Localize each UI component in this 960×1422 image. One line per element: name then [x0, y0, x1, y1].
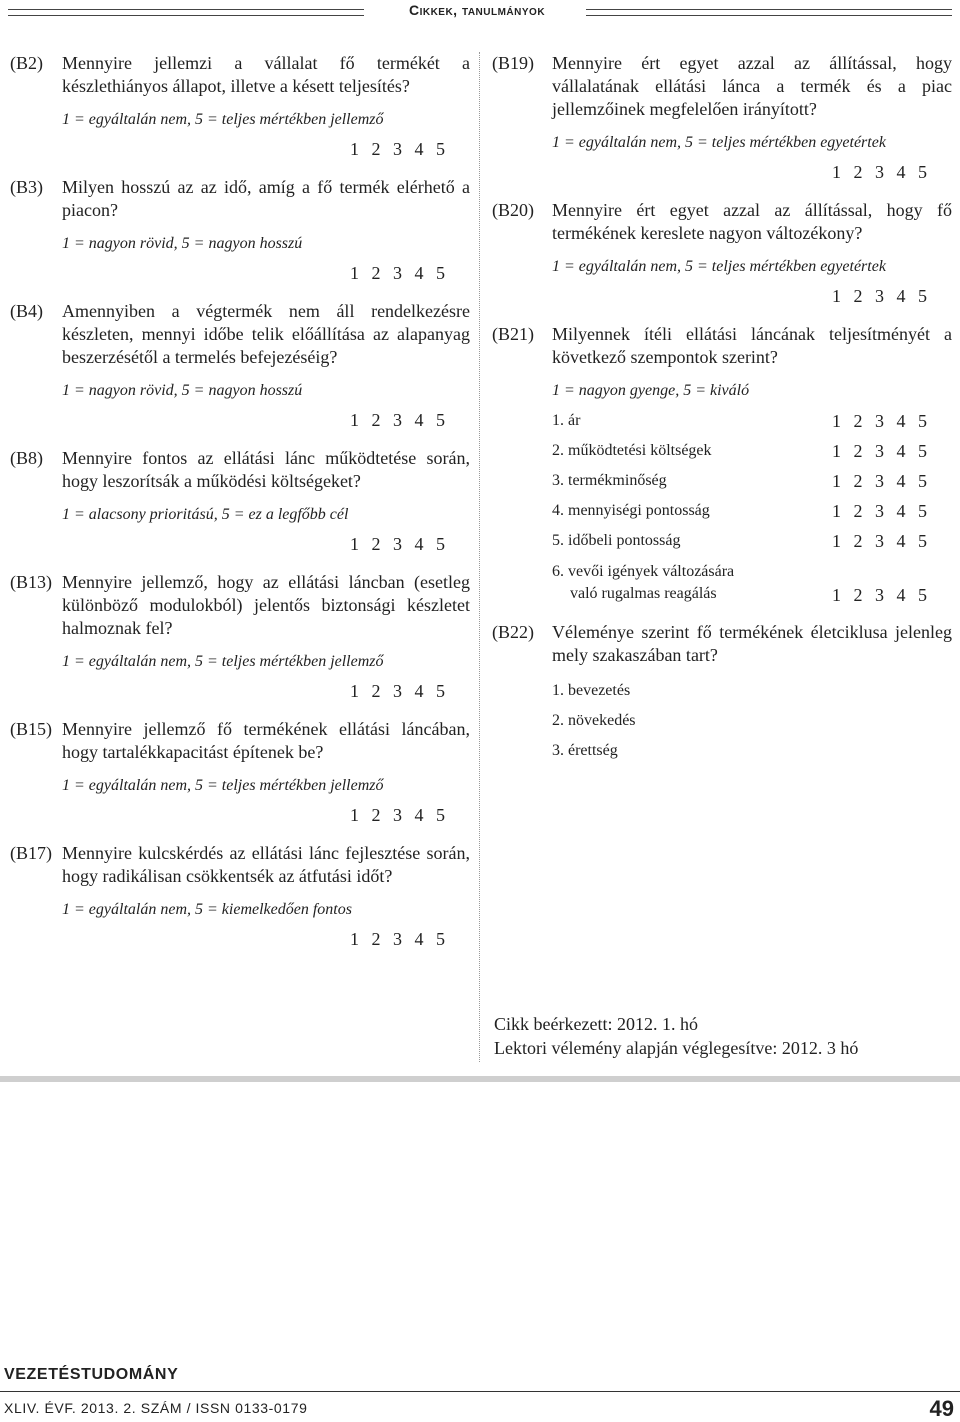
rating-scale: 1 2 3 4 5 — [350, 534, 446, 554]
question-code: (B22) — [492, 622, 534, 642]
option-item: 2. növekedés — [552, 712, 636, 729]
rating-scale: 1 2 3 4 5 — [350, 929, 446, 949]
finalized-date: Lektori vélemény alapján véglegesítve: 2012. 3 hó — [494, 1038, 859, 1058]
right-column — [492, 52, 952, 777]
lifecycle-options — [492, 681, 952, 761]
scale-label: 1 = egyáltalán nem, 5 = kiemelkedően fontos — [62, 901, 352, 918]
rating-scale: 1 2 3 4 5 — [832, 501, 928, 521]
question-text: Mennyire fontos az ellátási lánc működtetése során, hogy leszorítsák a működési költségeket? — [62, 448, 470, 491]
question-text: Véleménye szerint fő termékének életciklusa jelenleg mely szakaszában tart? — [552, 622, 952, 665]
criteria-item — [552, 531, 952, 551]
header-rule-left — [8, 9, 364, 16]
question-b17 — [10, 842, 470, 950]
criteria-item — [552, 501, 952, 521]
rating-scale: 1 2 3 4 5 — [832, 585, 928, 605]
rating-scale: 1 2 3 4 5 — [832, 162, 928, 182]
received-note — [494, 1012, 858, 1060]
question-code: (B13) — [10, 572, 52, 592]
criteria-label — [552, 561, 734, 605]
criteria-label: 3. termékminőség — [552, 472, 667, 489]
question-code: (B15) — [10, 719, 52, 739]
rating-scale: 1 2 3 4 5 — [350, 410, 446, 430]
header-rule-right — [586, 9, 952, 16]
question-b21 — [492, 323, 952, 605]
scale-label: 1 = nagyon gyenge, 5 = kiváló — [552, 382, 750, 399]
question-b8 — [10, 447, 470, 555]
question-text: Milyennek ítéli ellátási láncának teljesítményét a következő szempontok szerint? — [552, 324, 952, 367]
received-date: Cikk beérkezett: 2012. 1. hó — [494, 1014, 698, 1034]
question-b15 — [10, 718, 470, 826]
content-end-rule — [0, 1076, 960, 1082]
issue-info: XLIV. ÉVF. 2013. 2. SZÁM / ISSN 0133-0179 — [4, 1400, 308, 1416]
scale-label: 1 = egyáltalán nem, 5 = teljes mértékben jellemző — [62, 653, 384, 670]
rating-scale: 1 2 3 4 5 — [832, 411, 928, 431]
question-code: (B4) — [10, 301, 43, 321]
question-code: (B20) — [492, 200, 534, 220]
question-code: (B8) — [10, 448, 43, 468]
scale-label: 1 = alacsony prioritású, 5 = ez a legfőbb cél — [62, 506, 349, 523]
criteria-label: 5. időbeli pontosság — [552, 532, 681, 549]
question-b22 — [492, 621, 952, 761]
section-title: Cikkek, tanulmányok — [408, 2, 546, 18]
rating-scale: 1 2 3 4 5 — [350, 263, 446, 283]
criteria-label: 4. mennyiségi pontosság — [552, 502, 710, 519]
question-code: (B3) — [10, 177, 43, 197]
question-b20 — [492, 199, 952, 307]
rating-scale: 1 2 3 4 5 — [832, 441, 928, 461]
column-divider — [479, 52, 480, 1062]
criteria-item — [552, 471, 952, 491]
left-column — [10, 52, 470, 966]
option-item: 3. érettség — [552, 742, 618, 759]
question-text: Milyen hosszú az az idő, amíg a fő termék elérhető a piacon? — [62, 177, 470, 220]
question-text: Mennyire jellemző fő termékének ellátási láncában, hogy tartalékkapacitást építenek be? — [62, 719, 470, 762]
criteria-label-line1: 6. vevői igények változására — [552, 563, 735, 580]
question-text: Mennyire ért egyet azzal az állítással, hogy vállalatának ellátási lánca a termék és a piac jellemzőinek megfelelően irányított? — [552, 53, 952, 119]
question-text: Mennyire ért egyet azzal az állítással, hogy fő termékének kereslete nagyon változékony? — [552, 200, 952, 243]
rating-scale: 1 2 3 4 5 — [350, 805, 446, 825]
question-code: (B2) — [10, 53, 43, 73]
criteria-item — [552, 561, 952, 605]
criteria-label-line2: való rugalmas reagálás — [570, 585, 717, 602]
scale-label: 1 = nagyon rövid, 5 = nagyon hosszú — [62, 382, 303, 399]
running-header — [0, 0, 960, 24]
rating-scale: 1 2 3 4 5 — [832, 531, 928, 551]
page-number: 49 — [929, 1396, 954, 1421]
question-code: (B17) — [10, 843, 52, 863]
question-code: (B21) — [492, 324, 534, 344]
footer-rule — [0, 1391, 960, 1392]
scale-label: 1 = egyáltalán nem, 5 = teljes mértékben egyetértek — [552, 258, 886, 275]
criteria-item — [552, 411, 952, 431]
journal-name: VEZETÉSTUDOMÁNY — [4, 1366, 179, 1383]
question-text: Amennyiben a végtermék nem áll rendelkezésre készleten, mennyi időbe telik előállítása az alapanyag beszerzésétől a termelés befejezéséig? — [62, 301, 470, 367]
question-b4 — [10, 300, 470, 431]
rating-scale: 1 2 3 4 5 — [350, 139, 446, 159]
scale-label: 1 = egyáltalán nem, 5 = teljes mértékben jellemző — [62, 777, 384, 794]
question-text: Mennyire kulcskérdés az ellátási lánc fejlesztése során, hogy radikálisan csökkentsék az átfutási időt? — [62, 843, 470, 886]
question-b3 — [10, 176, 470, 284]
question-text: Mennyire jellemző, hogy az ellátási láncban (esetleg különböző modulokból) jelentős biztonsági készletet halmoznak fel? — [62, 572, 470, 638]
rating-scale: 1 2 3 4 5 — [350, 681, 446, 701]
question-b13 — [10, 571, 470, 702]
criteria-label: 1. ár — [552, 412, 581, 429]
rating-scale: 1 2 3 4 5 — [832, 286, 928, 306]
question-code: (B19) — [492, 53, 534, 73]
scale-label: 1 = egyáltalán nem, 5 = teljes mértékben jellemző — [62, 111, 384, 128]
option-item: 1. bevezetés — [552, 682, 631, 699]
scale-label: 1 = egyáltalán nem, 5 = teljes mértékben egyetértek — [552, 134, 886, 151]
question-text: Mennyire jellemzi a vállalat fő termékét a készlethiányos állapot, illetve a késett teljesítés? — [62, 53, 470, 96]
criteria-list — [492, 411, 952, 605]
question-b19 — [492, 52, 952, 183]
criteria-label: 2. működtetési költségek — [552, 442, 712, 459]
criteria-item — [552, 441, 952, 461]
question-b2 — [10, 52, 470, 160]
rating-scale: 1 2 3 4 5 — [832, 471, 928, 491]
scale-label: 1 = nagyon rövid, 5 = nagyon hosszú — [62, 235, 303, 252]
